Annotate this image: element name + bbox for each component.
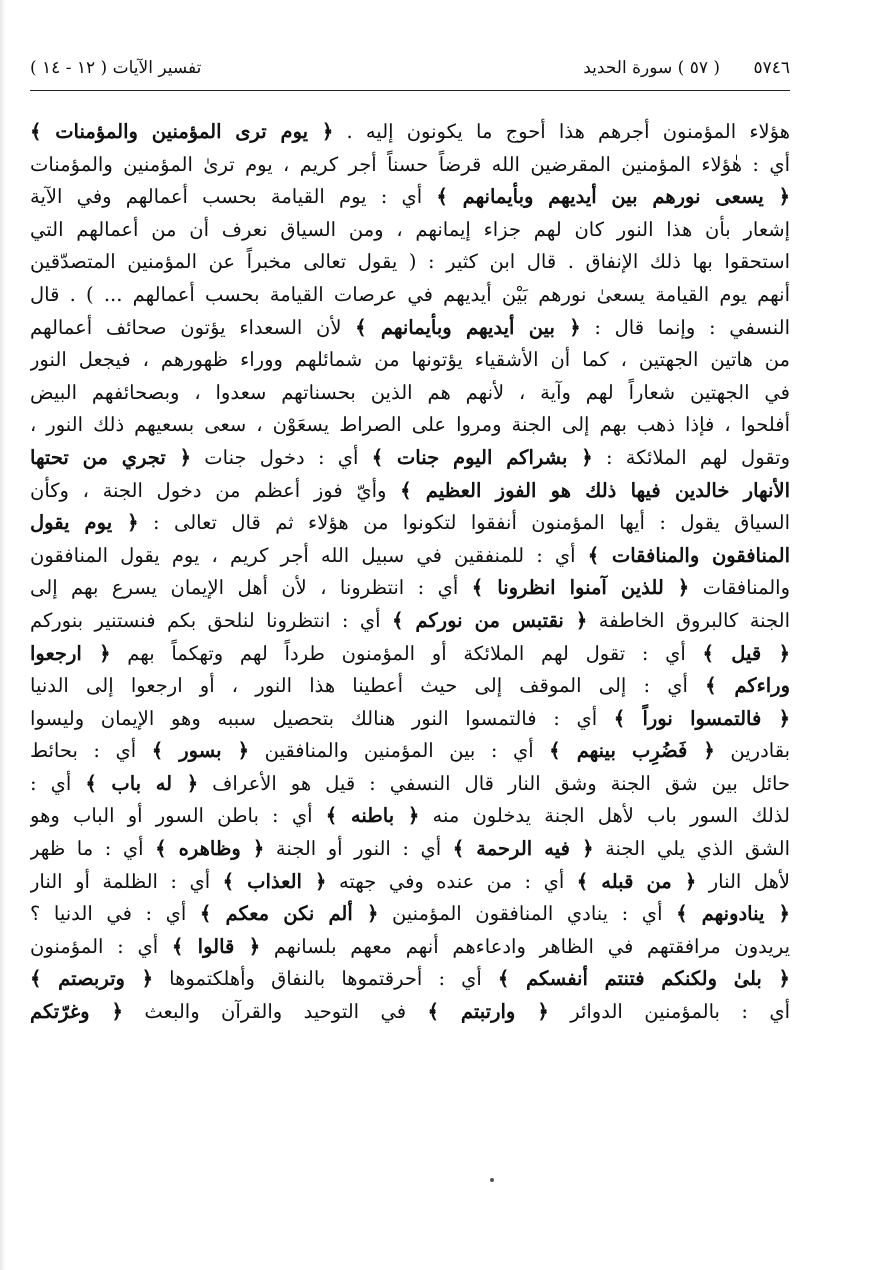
quran-quote: ﴿ ارجعوا bbox=[30, 641, 111, 665]
quran-quote: الأنهار خالدين فيها ذلك هو الفوز العظيم ﴾ bbox=[400, 478, 790, 502]
commentary-text: أي : للمنفقين في سبيل الله أجر كريم ، يوم يقول المنافقون bbox=[30, 543, 588, 567]
quran-quote: ﴿ يوم ترى المؤمنين والمؤمنات ﴾ bbox=[30, 120, 334, 143]
quran-quote: ﴿ ينادونهم ﴾ bbox=[676, 902, 790, 926]
commentary-text: إشعار بأن هذا النور كان لهم جزاء إيمانهم ، ومن السياق نعرف أن من أعمالهم التي bbox=[30, 217, 790, 241]
text-line bbox=[30, 377, 790, 410]
commentary-text: أي : أحرقتموها بالنفاق وأهلكتموها bbox=[153, 967, 498, 991]
quran-quote: ﴿ وتربصتم ﴾ bbox=[30, 967, 154, 991]
quran-quote: ﴿ من قبله ﴾ bbox=[576, 869, 697, 893]
text-line bbox=[30, 442, 790, 475]
quran-quote: ﴿ له باب ﴾ bbox=[85, 771, 199, 795]
commentary-text: السياق يقول : أيها المؤمنون أنفقوا لتكونوا من هؤلاء ثم قال تعالى : bbox=[138, 511, 790, 535]
quran-quote: ﴿ وارتبتم ﴾ bbox=[427, 1000, 549, 1024]
text-line bbox=[30, 931, 790, 964]
commentary-text: أي : في الدنيا ؟ bbox=[30, 902, 200, 926]
commentary-text: حائل بين شق الجنة وشق النار قال النسفي : قيل هو الأعراف bbox=[198, 771, 790, 795]
ayat-range: تفسير الآيات ( ١٢ - ١٤ ) bbox=[30, 58, 202, 78]
commentary-text: أفلحوا ، فإذا ذهب بهم إلى الجنة ومروا على الصراط يسعَوْن ، سعى بسعيهم ذلك النور ، bbox=[30, 413, 790, 437]
commentary-text: لأن السعداء يؤتون صحائف أعمالهم bbox=[30, 315, 356, 339]
commentary-text: أي : من عنده وفي جهته bbox=[326, 869, 577, 893]
text-line bbox=[30, 312, 790, 345]
commentary-text: بقادرين bbox=[714, 739, 790, 763]
commentary-text: أي : فالتمسوا النور هنالك بتحصيل سببه وهو الإيمان وليسوا bbox=[30, 706, 614, 730]
quran-quote: ﴿ بين أيديهم وبأيمانهم ﴾ bbox=[355, 315, 581, 339]
commentary-text: لذلك السور باب لأهل الجنة يدخلون منه bbox=[419, 804, 790, 828]
text-line bbox=[30, 703, 790, 736]
quran-quote: ﴿ وغرّتكم bbox=[30, 1000, 123, 1024]
commentary-text: أنهم يوم القيامة يسعىٰ نورهم بَيْن أيديهم في عرصات القيامة بحسب أعمالهم ... ) . قال bbox=[30, 282, 790, 306]
commentary-text: أي : إلى الموقف إلى حيث أعطينا هذا النور ، أو ارجعوا إلى الدنيا bbox=[30, 674, 706, 698]
quran-quote: ﴿ فَضُرِب بينهم ﴾ bbox=[549, 739, 715, 763]
header-rule bbox=[30, 90, 790, 91]
text-line bbox=[30, 181, 790, 214]
text-line bbox=[30, 507, 790, 540]
commentary-text: أي : انتظرونا ، لأن أهل الإيمان يسرع بهم إلى bbox=[30, 576, 472, 600]
commentary-text: أي : ما ظهر bbox=[30, 837, 156, 861]
text-line bbox=[30, 540, 790, 573]
text-line bbox=[30, 768, 790, 801]
quran-quote: ﴿ بشراكم اليوم جنات ﴾ bbox=[371, 445, 593, 469]
commentary-text: الجنة كالبروق الخاطفة bbox=[587, 608, 790, 632]
quran-quote: المنافقون والمنافقات ﴾ bbox=[587, 543, 790, 567]
commentary-text: لأهل النار bbox=[696, 869, 790, 893]
commentary-text: في الجهتين شعاراً لهم وآية ، لأنهم هم الذين بحسناتهم سعدوا ، وبصحائفهم البيض bbox=[30, 380, 790, 404]
commentary-text: أي : بالمؤمنين الدوائر bbox=[548, 1000, 790, 1024]
page-edge-shadow bbox=[0, 0, 6, 1270]
quran-quote: ﴿ وظاهره ﴾ bbox=[155, 837, 265, 861]
ink-dot bbox=[490, 1178, 494, 1182]
commentary-text: أي : يوم القيامة بحسب أعمالهم وفي الآية bbox=[30, 185, 437, 209]
text-line bbox=[30, 475, 790, 508]
commentary-text: أي : بحائط bbox=[30, 739, 152, 763]
commentary-text: أي : هٰؤلاء المؤمنين المقرضين الله قرضاً حسناً أجر كريم ، يوم ترىٰ المؤمنين والمؤمنات bbox=[30, 152, 790, 176]
text-line bbox=[30, 605, 790, 638]
text-line bbox=[30, 214, 790, 247]
commentary-text: في التوحيد والقرآن والبعث bbox=[122, 1000, 428, 1024]
quran-quote: ﴿ تجري من تحتها bbox=[30, 445, 192, 469]
quran-quote: ﴿ قيل ﴾ bbox=[702, 641, 790, 665]
quran-quote: ﴿ للذين آمنوا انظرونا ﴾ bbox=[471, 576, 690, 600]
commentary-text: أي : ينادي المنافقون المؤمنين bbox=[378, 902, 677, 926]
commentary-text: أي : المؤمنون bbox=[30, 934, 172, 958]
quran-quote: ﴿ فيه الرحمة ﴾ bbox=[452, 837, 594, 861]
text-line bbox=[30, 735, 790, 768]
commentary-text: والمنافقات bbox=[689, 576, 790, 600]
text-line bbox=[30, 116, 790, 149]
commentary-text: أي : bbox=[30, 771, 86, 795]
commentary-text: يريدون مرافقتهم في الظاهر وادعاءهم أنهم معهم بلسانهم bbox=[260, 934, 790, 958]
commentary-text: أي : دخول جنات bbox=[191, 445, 372, 469]
tafsir-text bbox=[30, 116, 790, 1029]
text-line bbox=[30, 279, 790, 312]
commentary-text: استحقوا بها ذلك الإنفاق . قال ابن كثير : ( يقول تعالى مخبراً عن المؤمنين المتصدّقين bbox=[30, 250, 790, 274]
quran-quote: ﴿ ألم نكن معكم ﴾ bbox=[199, 902, 379, 926]
text-line bbox=[30, 833, 790, 866]
quran-quote: ﴿ باطنه ﴾ bbox=[325, 804, 420, 828]
commentary-text: أي : بين المؤمنين والمنافقين bbox=[249, 739, 550, 763]
text-line bbox=[30, 638, 790, 671]
quran-quote: ﴿ العذاب ﴾ bbox=[222, 869, 327, 893]
text-line bbox=[30, 898, 790, 931]
text-line bbox=[30, 149, 790, 182]
text-line bbox=[30, 344, 790, 377]
commentary-text: النسفي : وإنما قال : bbox=[580, 315, 790, 339]
quran-quote: ﴿ يسعى نورهم بين أيديهم وبأيمانهم ﴾ bbox=[436, 185, 790, 209]
commentary-text: أي : باطن السور أو الباب وهو bbox=[30, 804, 326, 828]
page-number: ٥٧٤٦ bbox=[753, 58, 790, 78]
text-line bbox=[30, 572, 790, 605]
commentary-text: وأيّ فوز أعظم من دخول الجنة ، وكأن bbox=[30, 478, 401, 502]
text-line bbox=[30, 963, 790, 996]
commentary-text: الشق الذي يلي الجنة bbox=[593, 837, 790, 861]
commentary-text: من هاتين الجهتين ، كما أن الأشقياء يؤتونها من شمائلهم ووراء ظهورهم ، فيجعل النور bbox=[30, 348, 790, 372]
commentary-text: هؤلاء المؤمنون أجرهم هذا أحوج ما يكونون إليه . bbox=[333, 120, 790, 143]
quran-quote: وراءكم ﴾ bbox=[705, 674, 790, 698]
text-line bbox=[30, 246, 790, 279]
surah-title: ( ٥٧ ) سورة الحديد bbox=[583, 58, 720, 78]
quran-quote: ﴿ فالتمسوا نوراً ﴾ bbox=[613, 706, 790, 730]
commentary-text: وتقول لهم الملائكة : bbox=[592, 445, 790, 469]
commentary-text: أي : تقول لهم الملائكة أو المؤمنون طرداً لهم وتهكماً بهم bbox=[110, 641, 703, 665]
text-line bbox=[30, 800, 790, 833]
commentary-text: أي : الظلمة أو النار bbox=[30, 869, 223, 893]
quran-quote: ﴿ بلىٰ ولكنكم فتنتم أنفسكم ﴾ bbox=[497, 967, 790, 991]
text-line bbox=[30, 996, 790, 1029]
quran-quote: ﴿ قالوا ﴾ bbox=[171, 934, 261, 958]
quran-quote: ﴿ بسور ﴾ bbox=[151, 739, 250, 763]
text-line bbox=[30, 670, 790, 703]
text-line bbox=[30, 866, 790, 899]
running-header bbox=[30, 56, 790, 92]
commentary-text: أي : انتظرونا لنلحق بكم فنستنير بنوركم bbox=[30, 608, 392, 632]
commentary-text: أي : النور أو الجنة bbox=[264, 837, 453, 861]
book-page bbox=[30, 52, 790, 1252]
text-line bbox=[30, 409, 790, 442]
quran-quote: ﴿ نقتبس من نوركم ﴾ bbox=[391, 608, 588, 632]
quran-quote: ﴿ يوم يقول bbox=[30, 511, 139, 535]
